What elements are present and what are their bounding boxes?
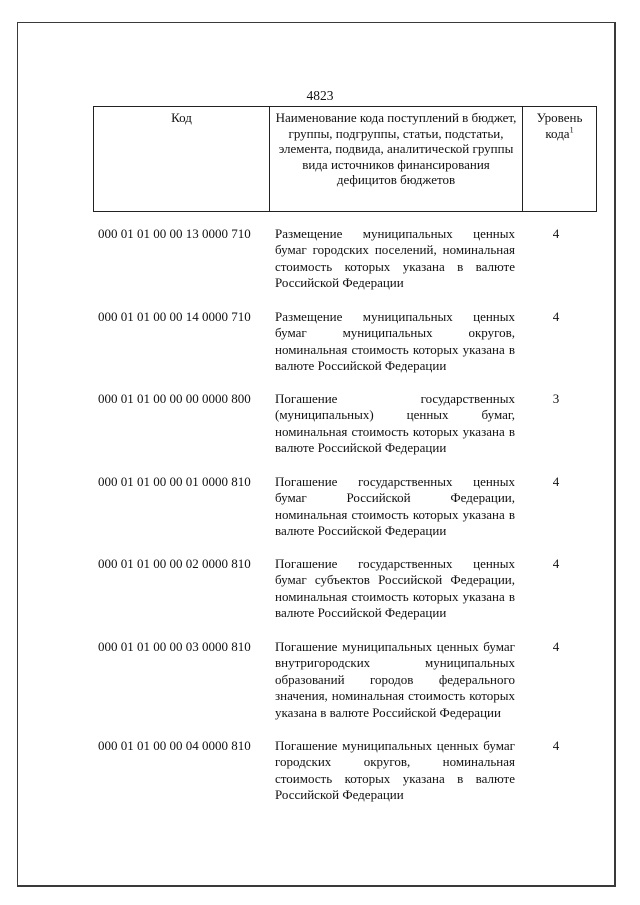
row-name: Размещение муниципальных ценных бумаг муниципальных округов, номинальная стоимость которых указана в валюте Российской Федерации — [275, 309, 515, 374]
row-name: Размещение муниципальных ценных бумаг городских поселений, номинальная стоимость которых указана в валюте Российской Федерации — [275, 226, 515, 291]
row-level: 4 — [552, 639, 560, 654]
header-code: Код — [94, 107, 270, 211]
header-level-label: Уровень кода — [536, 110, 583, 141]
row-level: 4 — [552, 226, 560, 241]
row-level: 4 — [552, 556, 560, 571]
row-name: Погашение муниципальных ценных бумаг городских округов, номинальная стоимость которых указана в валюте Российской Федерации — [275, 738, 515, 803]
row-code: 000 01 01 00 00 01 0000 810 — [98, 474, 251, 489]
row-name: Погашение муниципальных ценных бумаг внутригородских муниципальных образований городов федерального значения, номинальная стоимость которых указана в валюте Российской Федерации — [275, 639, 515, 720]
row-code: 000 01 01 00 00 14 0000 710 — [98, 309, 251, 324]
row-code: 000 01 01 00 00 13 0000 710 — [98, 226, 251, 241]
row-level: 4 — [552, 309, 560, 324]
row-code: 000 01 01 00 00 02 0000 810 — [98, 556, 251, 571]
header-name: Наименование кода поступлений в бюджет, группы, подгруппы, статьи, подстатьи, элемента, подвида, аналитической группы вида источников финансирования дефицитов бюджетов — [270, 107, 523, 211]
row-code: 000 01 01 00 00 03 0000 810 — [98, 639, 251, 654]
row-code: 000 01 01 00 00 04 0000 810 — [98, 738, 251, 753]
row-level: 4 — [552, 738, 560, 753]
row-name: Погашение государственных ценных бумаг Российской Федерации, номинальная стоимость которых указана в валюте Российской Федерации — [275, 474, 515, 539]
row-level: 3 — [552, 391, 560, 406]
row-level: 4 — [552, 474, 560, 489]
header-level-footnote: 1 — [569, 125, 574, 135]
header-level — [523, 107, 596, 211]
row-name: Погашение государственных ценных бумаг субъектов Российской Федерации, номинальная стоимость которых указана в валюте Российской Федерации — [275, 556, 515, 621]
row-name: Погашение государственных (муниципальных) ценных бумаг, номинальная стоимость которых указана в валюте Российской Федерации — [275, 391, 515, 456]
row-code: 000 01 01 00 00 00 0000 800 — [98, 391, 251, 406]
table-header — [93, 106, 597, 212]
page-number: 4823 — [306, 88, 334, 103]
